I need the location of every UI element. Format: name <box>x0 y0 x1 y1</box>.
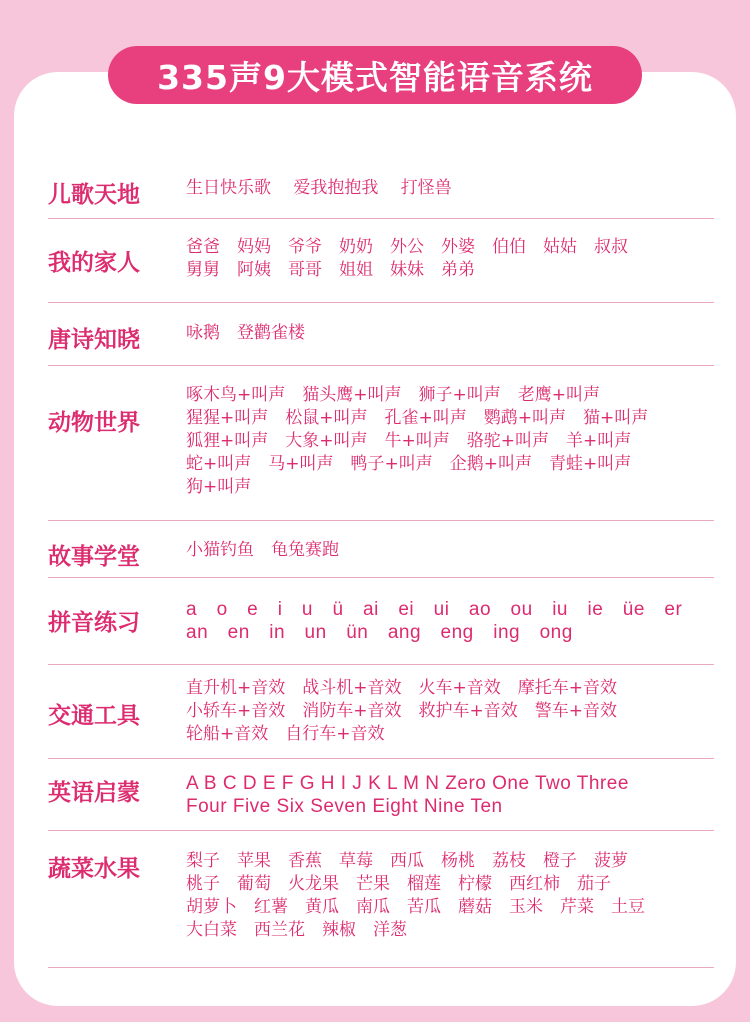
row-divider <box>48 830 714 831</box>
row-divider <box>48 365 714 366</box>
row-divider <box>48 302 714 303</box>
item-line: 爸爸 妈妈 爷爷 奶奶 外公 外婆 伯伯 姑姑 叔叔 <box>186 237 628 257</box>
row-divider <box>48 520 714 521</box>
item-line: 狐狸+叫声 大象+叫声 牛+叫声 骆驼+叫声 羊+叫声 <box>186 431 632 451</box>
row-divider <box>48 218 714 219</box>
category-label: 唐诗知晓 <box>48 327 140 353</box>
item-line: 小轿车+音效 消防车+音效 救护车+音效 警车+音效 <box>186 701 617 721</box>
item-line: 小猫钓鱼 龟兔赛跑 <box>186 540 339 560</box>
category-items <box>186 177 716 200</box>
row-divider <box>48 758 714 759</box>
category-label: 交通工具 <box>48 703 140 729</box>
item-line: 桃子 葡萄 火龙果 芒果 榴莲 柠檬 西红柿 茄子 <box>186 874 611 894</box>
item-line: 咏鹅 登鹳雀楼 <box>186 323 305 343</box>
category-items <box>186 677 716 746</box>
item-line: 直升机+音效 战斗机+音效 火车+音效 摩托车+音效 <box>186 678 617 698</box>
item-line: an en in un ün ang eng ing ong <box>186 622 573 643</box>
category-label: 我的家人 <box>48 250 140 276</box>
item-line: A B C D E F G H I J K L M N Zero One Two Three <box>186 773 629 794</box>
row-divider <box>48 664 714 665</box>
category-label: 动物世界 <box>48 410 140 436</box>
item-line: 大白菜 西兰花 辣椒 洋葱 <box>186 920 407 940</box>
row-divider <box>48 967 714 968</box>
category-label: 拼音练习 <box>48 610 140 636</box>
row-divider <box>48 577 714 578</box>
category-items <box>186 322 716 345</box>
category-label: 儿歌天地 <box>48 182 140 208</box>
category-items <box>186 850 716 942</box>
category-items <box>186 772 716 818</box>
item-line: Four Five Six Seven Eight Nine Ten <box>186 796 503 817</box>
category-label: 英语启蒙 <box>48 780 140 806</box>
item-line: a o e i u ü ai ei ui ao ou iu ie üe er <box>186 599 683 620</box>
item-line: 啄木鸟+叫声 猫头鹰+叫声 狮子+叫声 老鹰+叫声 <box>186 385 600 405</box>
item-line: 梨子 苹果 香蕉 草莓 西瓜 杨桃 荔枝 橙子 菠萝 <box>186 851 628 871</box>
item-line: 生日快乐歌 爱我抱抱我 打怪兽 <box>186 178 452 198</box>
category-label: 故事学堂 <box>48 544 140 570</box>
item-line: 猩猩+叫声 松鼠+叫声 孔雀+叫声 鹦鹉+叫声 猫+叫声 <box>186 408 649 428</box>
page-title: 335声9大模式智能语音系统 <box>157 57 593 97</box>
item-line: 胡萝卜 红薯 黄瓜 南瓜 苦瓜 蘑菇 玉米 芹菜 土豆 <box>186 897 645 917</box>
category-items <box>186 236 716 282</box>
item-line: 舅舅 阿姨 哥哥 姐姐 妹妹 弟弟 <box>186 260 475 280</box>
category-label: 蔬菜水果 <box>48 856 140 882</box>
title-banner <box>108 46 642 104</box>
item-line: 蛇+叫声 马+叫声 鸭子+叫声 企鹅+叫声 青蛙+叫声 <box>186 454 632 474</box>
item-line: 狗+叫声 <box>186 477 252 497</box>
category-items <box>186 598 716 644</box>
item-line: 轮船+音效 自行车+音效 <box>186 724 385 744</box>
category-items <box>186 384 716 499</box>
category-items <box>186 539 716 562</box>
